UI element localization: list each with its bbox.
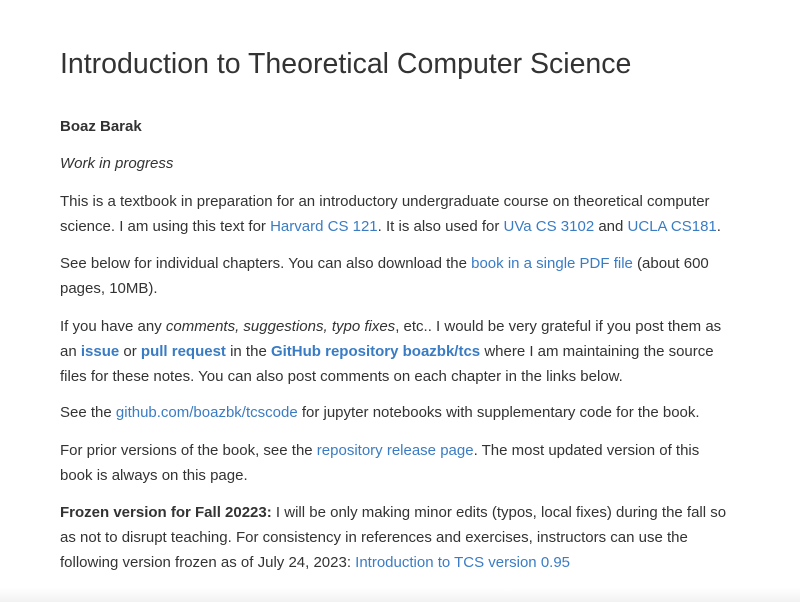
feedback-emphasis: comments, suggestions, typo fixes bbox=[165, 318, 396, 335]
github-repository-link[interactable]: GitHub repository boazbk/tcs bbox=[270, 343, 481, 360]
feedback-text-5: where I am maintaining the source files for these notes. You can also post comments on each chapter in the links below. bbox=[60, 343, 714, 385]
download-text-1: See below for individual chapters. You can also download the bbox=[60, 255, 472, 272]
frozen-version-paragraph bbox=[60, 500, 732, 575]
code-paragraph bbox=[60, 400, 732, 425]
feedback-paragraph bbox=[60, 314, 732, 389]
feedback-text-3: or bbox=[119, 343, 141, 360]
intro-text-3: and bbox=[594, 218, 628, 235]
intro-text-2: . It is also used for bbox=[377, 218, 504, 235]
tcs-version-link[interactable]: Introduction to TCS version 0.95 bbox=[355, 554, 571, 571]
frozen-version-label: Frozen version for Fall 20223: bbox=[60, 504, 272, 521]
download-text-2: (about 600 pages, 10MB). bbox=[60, 255, 709, 297]
code-text-1: See the bbox=[60, 404, 116, 421]
feedback-text-1: If you have any bbox=[60, 318, 166, 335]
frozen-text-1: I will be only making minor edits (typos, local fixes) during the fall so as not to disrupt teaching. For consistency in references and exercises, instructors can use the following version frozen as of July 24, 2023: bbox=[60, 504, 727, 571]
pull-request-link[interactable]: pull request bbox=[140, 343, 226, 360]
prior-text-1: For prior versions of the book, see the bbox=[60, 442, 317, 459]
harvard-cs121-link[interactable]: Harvard CS 121 bbox=[270, 218, 378, 235]
uva-cs3102-link[interactable]: UVa CS 3102 bbox=[503, 218, 595, 235]
feedback-text-4: in the bbox=[225, 343, 271, 360]
bottom-edge-shade bbox=[0, 588, 800, 602]
intro-text-4: . bbox=[716, 218, 721, 235]
prior-versions-paragraph bbox=[60, 438, 732, 488]
intro-paragraph bbox=[60, 189, 732, 239]
issue-link[interactable]: issue bbox=[80, 343, 120, 360]
download-paragraph bbox=[60, 251, 732, 301]
pdf-download-link[interactable]: book in a single PDF file bbox=[471, 255, 633, 272]
page-title: Introduction to Theoretical Computer Science bbox=[60, 48, 632, 80]
intro-text-1: This is a textbook in preparation for an introductory undergraduate course on theoretical computer science. I am using this text for bbox=[60, 193, 710, 235]
code-text-2: for jupyter notebooks with supplementary code for the book. bbox=[297, 404, 700, 421]
tcscode-link[interactable]: github.com/boazbk/tcscode bbox=[115, 404, 298, 421]
release-page-link[interactable]: repository release page bbox=[316, 442, 474, 459]
status-note: Work in progress bbox=[60, 155, 174, 172]
feedback-text-2: , etc.. I would be very grateful if you post them as an bbox=[60, 318, 722, 360]
author-name: Boaz Barak bbox=[60, 118, 142, 135]
ucla-cs181-link[interactable]: UCLA CS181 bbox=[627, 218, 717, 235]
prior-text-2: . The most updated version of this book is always on this page. bbox=[60, 442, 700, 484]
